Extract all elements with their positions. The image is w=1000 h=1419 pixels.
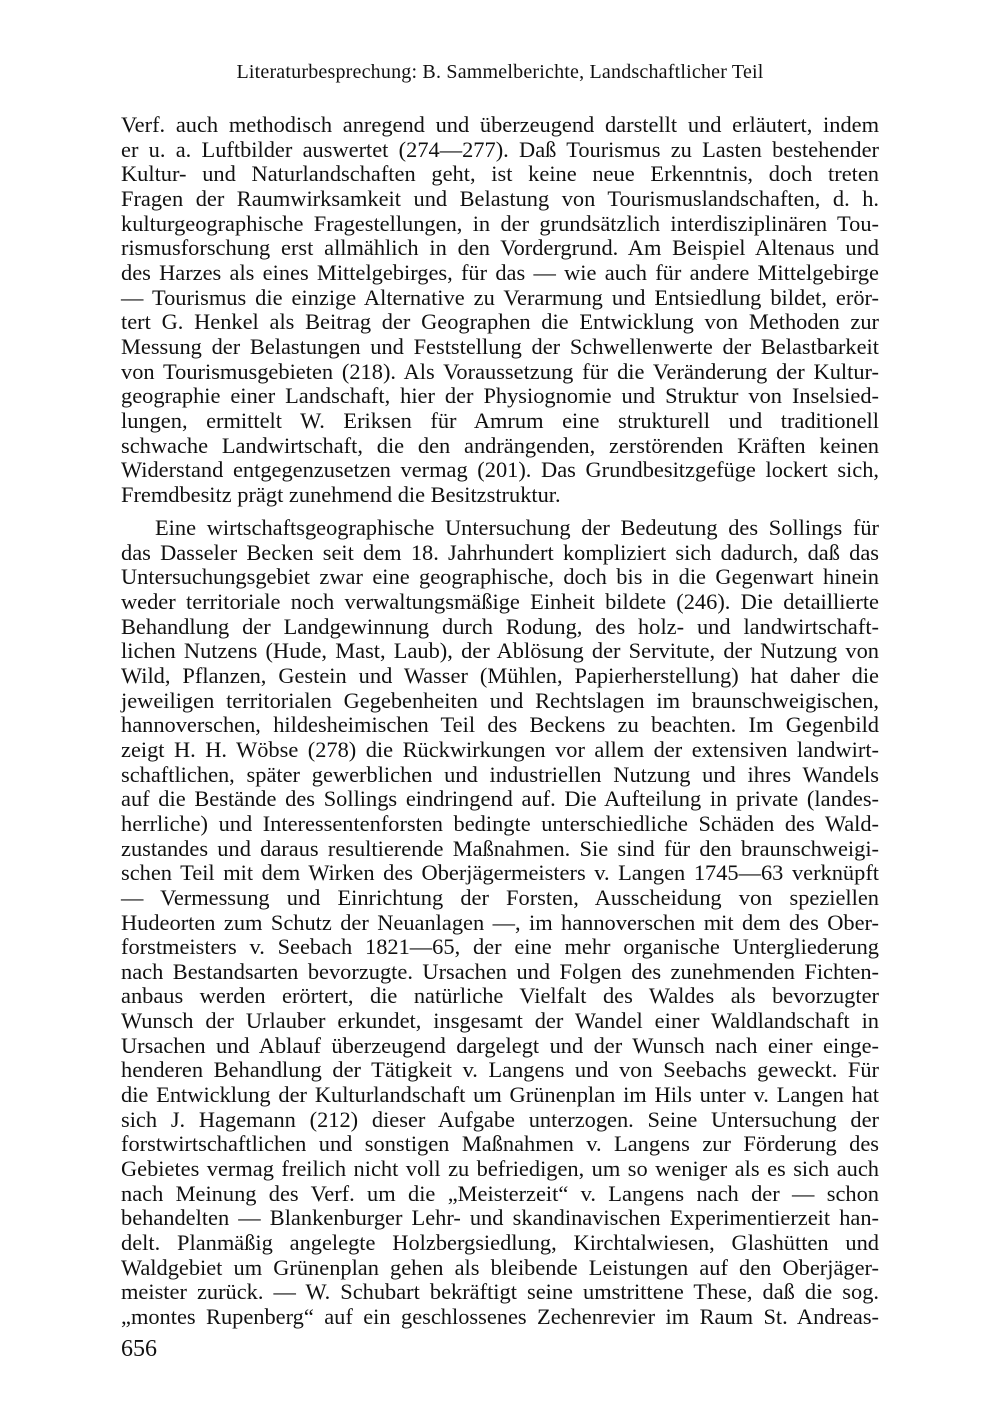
text-line: Widerstand entgegenzusetzen vermag (201). Das Grundbesitzgefüge lockert sich, [121,457,879,483]
text-line: weder territoriale noch verwaltungsmäßige Einheit bildete (246). Die detaillierte [121,588,879,614]
text-line: tert G. Henkel als Beitrag der Geographen die Entwicklung von Methoden zur [121,309,879,335]
text-line: herrliche) und Interessentenforsten bedingte unterschiedliche Schäden des Wald- [121,810,879,836]
text-line: Behandlung der Landgewinnung durch Rodung, des holz- und landwirtschaft- [121,613,879,639]
text-line: schwache Landwirtschaft, die den andrängenden, zerstörenden Kräften keinen [121,432,879,458]
text-line: lungen, ermittelt W. Eriksen für Amrum eine strukturell und traditionell [121,407,879,433]
text-line: zustandes und daraus resultierende Maßnahmen. Sie sind für den braunschweigi- [121,835,879,861]
text-line: Gebietes vermag freilich nicht voll zu befriedigen, um so weniger als es sich auch [121,1156,879,1182]
text-line: — Tourismus die einzige Alternative zu Verarmung und Entsiedlung bildet, erör- [121,284,879,310]
text-line: schen Teil mit dem Wirken des Oberjägermeisters v. Langen 1745—63 verknüpft [121,860,879,886]
paragraph-1 [121,113,879,508]
text-line: Fragen der Raumwirksamkeit und Belastung von Tourismuslandschaften, d. h. [121,185,879,211]
text-line: sich J. Hagemann (212) dieser Aufgabe unterzogen. Seine Untersuchung der [121,1106,879,1132]
paragraph-2 [121,516,879,1330]
text-line: das Dasseler Becken seit dem 18. Jahrhundert kompliziert sich dadurch, daß das [121,539,879,565]
text-line: forstwirtschaftlichen und sonstigen Maßnahmen v. Langens zur Förderung des [121,1131,879,1157]
text-line: anbaus werden erörtert, die natürliche Vielfalt des Waldes als bevorzugter [121,983,879,1009]
text-line: Fremdbesitz prägt zunehmend die Besitzstruktur. [121,481,561,507]
text-line: schaftlichen, später gewerblichen und industriellen Nutzung und ihres Wandels [121,761,879,787]
running-header: Literaturbesprechung: B. Sammelberichte, Landschaftlicher Teil [236,61,764,83]
text-line: er u. a. Luftbilder auswertet (274—277). Daß Tourismus zu Lasten bestehender [121,136,879,162]
text-line: Verf. auch methodisch anregend und überzeugend darstellt und erläutert, indem [121,112,879,137]
text-line: Wunsch der Urlauber erkundet, insgesamt der Wandel einer Waldlandschaft in [121,1008,879,1034]
text-line: von Tourismusgebieten (218). Als Voraussetzung für die Veränderung der Kultur- [121,358,879,384]
text-line: „montes Rupenberg“ auf ein geschlossenes Zechenrevier im Raum St. Andreas- [121,1304,879,1329]
text-line: Hudeorten zum Schutz der Neuanlagen —, im hannoverschen mit dem des Ober- [121,909,879,935]
text-line: hannoverschen, hildesheimischen Teil des Beckens zu beachten. Im Gegenbild [121,712,879,738]
text-line: nach Bestandsarten bevorzugte. Ursachen und Folgen des zunehmenden Fichten- [121,958,879,984]
text-line: forstmeisters v. Seebach 1821—65, der eine mehr organische Untergliederung [121,934,879,960]
text-line: lichen Nutzens (Hude, Mast, Laub), der Ablösung der Servitute, der Nutzung von [121,638,879,664]
text-line: jeweiligen territorialen Gegebenheiten und Rechtslagen im braunschweigischen, [121,687,879,713]
text-line: henderen Behandlung der Tätigkeit v. Langens und von Seebachs geweckt. Für [121,1057,879,1083]
text-line: Untersuchungsgebiet zwar eine geographische, doch bis in die Gegenwart hinein [121,564,879,590]
text-line: die Entwicklung der Kulturlandschaft um Grünenplan im Hils unter v. Langen hat [121,1082,879,1108]
text-line: rismusforschung erst allmählich in den Vordergrund. Am Beispiel Altenaus und [121,235,879,261]
text-line: geographie einer Landschaft, hier der Physiognomie und Struktur von Inselsied- [121,383,879,409]
text-line: Wild, Pflanzen, Gestein und Wasser (Mühlen, Papierherstellung) hat daher die [121,662,879,688]
text-line: auf die Bestände des Sollings eindringend auf. Die Aufteilung in private (landes- [121,786,879,812]
text-line: zeigt H. H. Wöbse (278) die Rückwirkungen vor allem der extensiven landwirt- [121,736,879,762]
text-line: behandelten — Blankenburger Lehr- und skandinavischen Experimentierzeit han- [121,1205,879,1231]
text-line: meister zurück. — W. Schubart bekräftigt seine umstrittene These, daß die sog. [121,1279,879,1305]
text-line: nach Meinung des Verf. um die „Meisterzeit“ v. Langens nach der — schon [121,1180,879,1206]
text-line: kulturgeographische Fragestellungen, in der grundsätzlich interdisziplinären Tou- [121,210,879,236]
text-line: Waldgebiet um Grünenplan gehen als bleibende Leistungen auf den Oberjäger- [121,1254,879,1280]
text-line: Kultur- und Naturlandschaften geht, ist keine neue Erkenntnis, doch treten [121,161,879,187]
text-line: — Vermessung und Einrichtung der Forsten, Ausscheidung von speziellen [121,884,879,910]
text-line: delt. Planmäßig angelegte Holzbergsiedlung, Kirchtalwiesen, Glashütten und [121,1230,879,1256]
text-line: des Harzes als eines Mittelgebirges, für das — wie auch für andere Mittelgebirge [121,259,879,285]
page-number: 656 [121,1336,157,1362]
text-line: Ursachen und Ablauf überzeugend dargelegt und der Wunsch nach einer einge- [121,1032,879,1058]
text-line: Messung der Belastungen und Feststellung der Schwellenwerte der Belastbarkeit [121,333,879,359]
text-line: Eine wirtschaftsgeographische Untersuchung der Bedeutung des Sollings für [155,515,879,540]
